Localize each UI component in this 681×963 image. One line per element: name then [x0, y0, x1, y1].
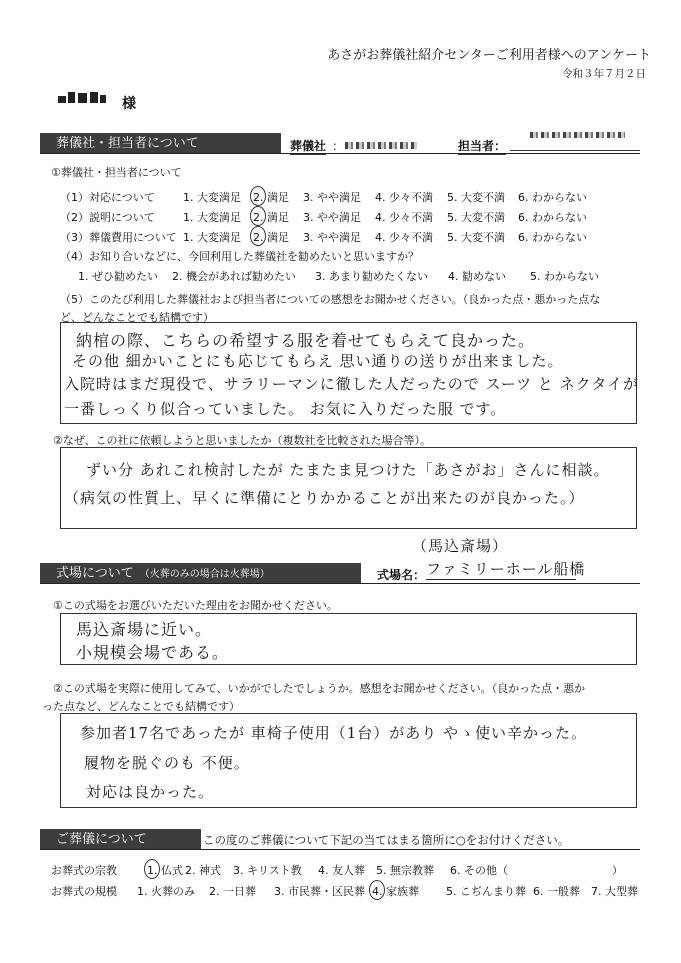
rating-choice: 4. 少々不満: [375, 231, 433, 244]
scale-choice: 1. 火葬のみ: [137, 885, 195, 898]
rating-row-label: （1）対応について: [60, 191, 155, 204]
question-6: ②なぜ、この社に依頼しようと思いましたか（複数社を比較された場合等）。: [53, 434, 432, 447]
rating-choice: 3. やや満足: [303, 211, 361, 224]
rating-choice: 1. 大変満足: [183, 211, 241, 224]
section-divider: [40, 849, 640, 850]
redacted-company: [345, 142, 417, 149]
answer-5-line4: 一番しっくり似合っていました。 お気に入りだった服 です。: [64, 400, 507, 418]
rating-choice: 2. 満足: [253, 211, 289, 224]
funeral-company-label: 葬儀社: [290, 139, 327, 153]
religion-choice: 4. 友人葬: [318, 864, 365, 877]
recommend-choice: 2. 機会があれば勧めたい: [172, 270, 296, 283]
section-divider: [40, 583, 640, 584]
rating-choice: 5. 大変不満: [447, 211, 505, 224]
funeral-company-colon: ：: [332, 139, 345, 153]
rating-choice: 4. 少々不満: [375, 191, 433, 204]
rating-choice: 5. 大変不満: [447, 231, 505, 244]
venue-answer-1-line2: 小規模会場である。: [76, 643, 230, 662]
scale-choice: 3. 市民葬・区民葬: [274, 885, 365, 898]
redacted-staff: [530, 132, 625, 138]
section-heading-venue: [40, 563, 361, 584]
religion-choice: 5. 無宗教葬: [376, 864, 434, 877]
venue-answer-2-line3: 対応は良かった。: [86, 783, 215, 801]
question-4: （4）お知り合いなどに、今回利用した葬儀社を勧めたいと思いますか？: [60, 250, 419, 263]
selection-circle: [250, 226, 266, 246]
rating-choice: 3. やや満足: [303, 231, 361, 244]
rating-row-label: （3）葬儀費用について: [60, 231, 177, 244]
venue-question-1: ①この式場をお選びいただいた理由をお聞かせください。: [53, 599, 338, 612]
recommend-choice: 1. ぜひ勧めたい: [78, 270, 158, 283]
rating-choice: 4. 少々不満: [375, 211, 433, 224]
religion-choice: ）: [612, 864, 623, 877]
rating-choice: 6. わからない: [518, 211, 587, 224]
venue-answer-1-line1: 馬込斎場に近い。: [76, 620, 213, 639]
scale-choice: 5. こぢんまり葬: [446, 885, 526, 898]
rating-choice: 6. わからない: [518, 191, 587, 204]
religion-choice: 3. キリスト教: [233, 864, 302, 877]
venue-answer-2-line1: 参加者17名であったが 車椅子使用（1台）があり やゝ使い辛かった。: [80, 724, 588, 742]
section-heading-funeral: ご葬儀について: [40, 829, 201, 850]
rating-choice: 2. 満足: [253, 231, 289, 244]
religion-choice: 2. 神式: [185, 864, 221, 877]
honorific: 様: [122, 96, 136, 112]
rating-row-label: （2）説明について: [60, 211, 155, 224]
rating-choice: 6. わからない: [518, 231, 587, 244]
scale-label: お葬式の規模: [51, 885, 117, 898]
rating-choice: 1. 大変満足: [183, 231, 241, 244]
religion-label: お葬式の宗教: [51, 864, 117, 877]
survey-title: あさがお葬儀社紹介センターご利用者様へのアンケート: [327, 48, 651, 63]
selection-circle: [144, 859, 160, 879]
venue-heading-note: （火葬のみの場合は火葬場）: [139, 569, 270, 580]
answer-6-line1: ずい分 あれこれ検討したが たまたま見つけた「あさがお」さんに相談。: [86, 461, 610, 479]
answer-6-line2: （病気の性質上、早くに準備にとりかかることが出来たのが良かった。）: [64, 489, 585, 507]
selection-circle: [250, 186, 266, 206]
scale-choice: 2. 一日葬: [209, 885, 256, 898]
venue-answer-2-line2: 履物を脱ぐのも 不便。: [84, 754, 250, 772]
venue-heading-text: 式場について: [56, 566, 134, 581]
funeral-instruction: この度のご葬儀について下記の当てはまる箇所に○をお付けください。: [203, 833, 570, 847]
survey-date: 令和３年７月２日: [562, 68, 646, 80]
rating-choice: 2. 満足: [253, 191, 289, 204]
scale-choice: 4. 家族葬: [372, 885, 419, 898]
recommend-choice: 5. わからない: [530, 270, 599, 283]
scale-choice: 6. 一般葬: [533, 885, 580, 898]
answer-5-line2: その他 細かいことにも応じてもらえ 思い通りの送りが出来ました。: [72, 352, 564, 370]
selection-circle: [369, 880, 385, 900]
rating-choice: 3. やや満足: [303, 191, 361, 204]
question-5-line2: ど、どんなことでも結構です）: [60, 311, 214, 324]
section-heading-funeral-company: 葬儀社・担当者について: [40, 133, 281, 154]
staff-label: 担当者：: [458, 139, 507, 153]
religion-choice: 1. 仏式: [147, 864, 183, 877]
venue-name: ファミリーホール船橋: [426, 560, 586, 578]
redacted-name: [58, 92, 108, 105]
question-5-line1: （5）このたび利用した葬儀社および担当者についての感想をお聞かせください。（良かった点・悪かった点な: [60, 293, 601, 306]
answer-5-line3: 入院時はまだ現役で、サラリーマンに徹した人だったので スーツ と ネクタイが: [64, 375, 640, 393]
answer-5-line1: 納棺の際、こちらの希望する服を着せてもらえて良かった。: [76, 331, 536, 350]
recommend-choice: 3. あまり勧めたくない: [315, 270, 428, 283]
venue-note: （馬込斎場）: [412, 537, 509, 555]
scale-choice: 7. 大型葬: [591, 885, 638, 898]
venue-question-2-line2: った点など、どんなことでも結構です）: [42, 700, 240, 713]
rating-choice: 5. 大変不満: [447, 191, 505, 204]
selection-circle: [250, 206, 266, 226]
venue-question-2-line1: ②この式場を実際に使用してみて、いかがでしたでしょうか。感想をお聞かせください。（良かった点・悪か: [53, 682, 586, 695]
venue-label: 式場名：: [377, 568, 426, 582]
recommend-choice: 4. 勧めない: [448, 270, 506, 283]
rating-choice: 1. 大変満足: [183, 191, 241, 204]
religion-choice: 6. その他（: [450, 864, 508, 877]
question-1-title: ①葬儀社・担当者について: [51, 166, 182, 179]
staff-underline: [510, 150, 640, 151]
